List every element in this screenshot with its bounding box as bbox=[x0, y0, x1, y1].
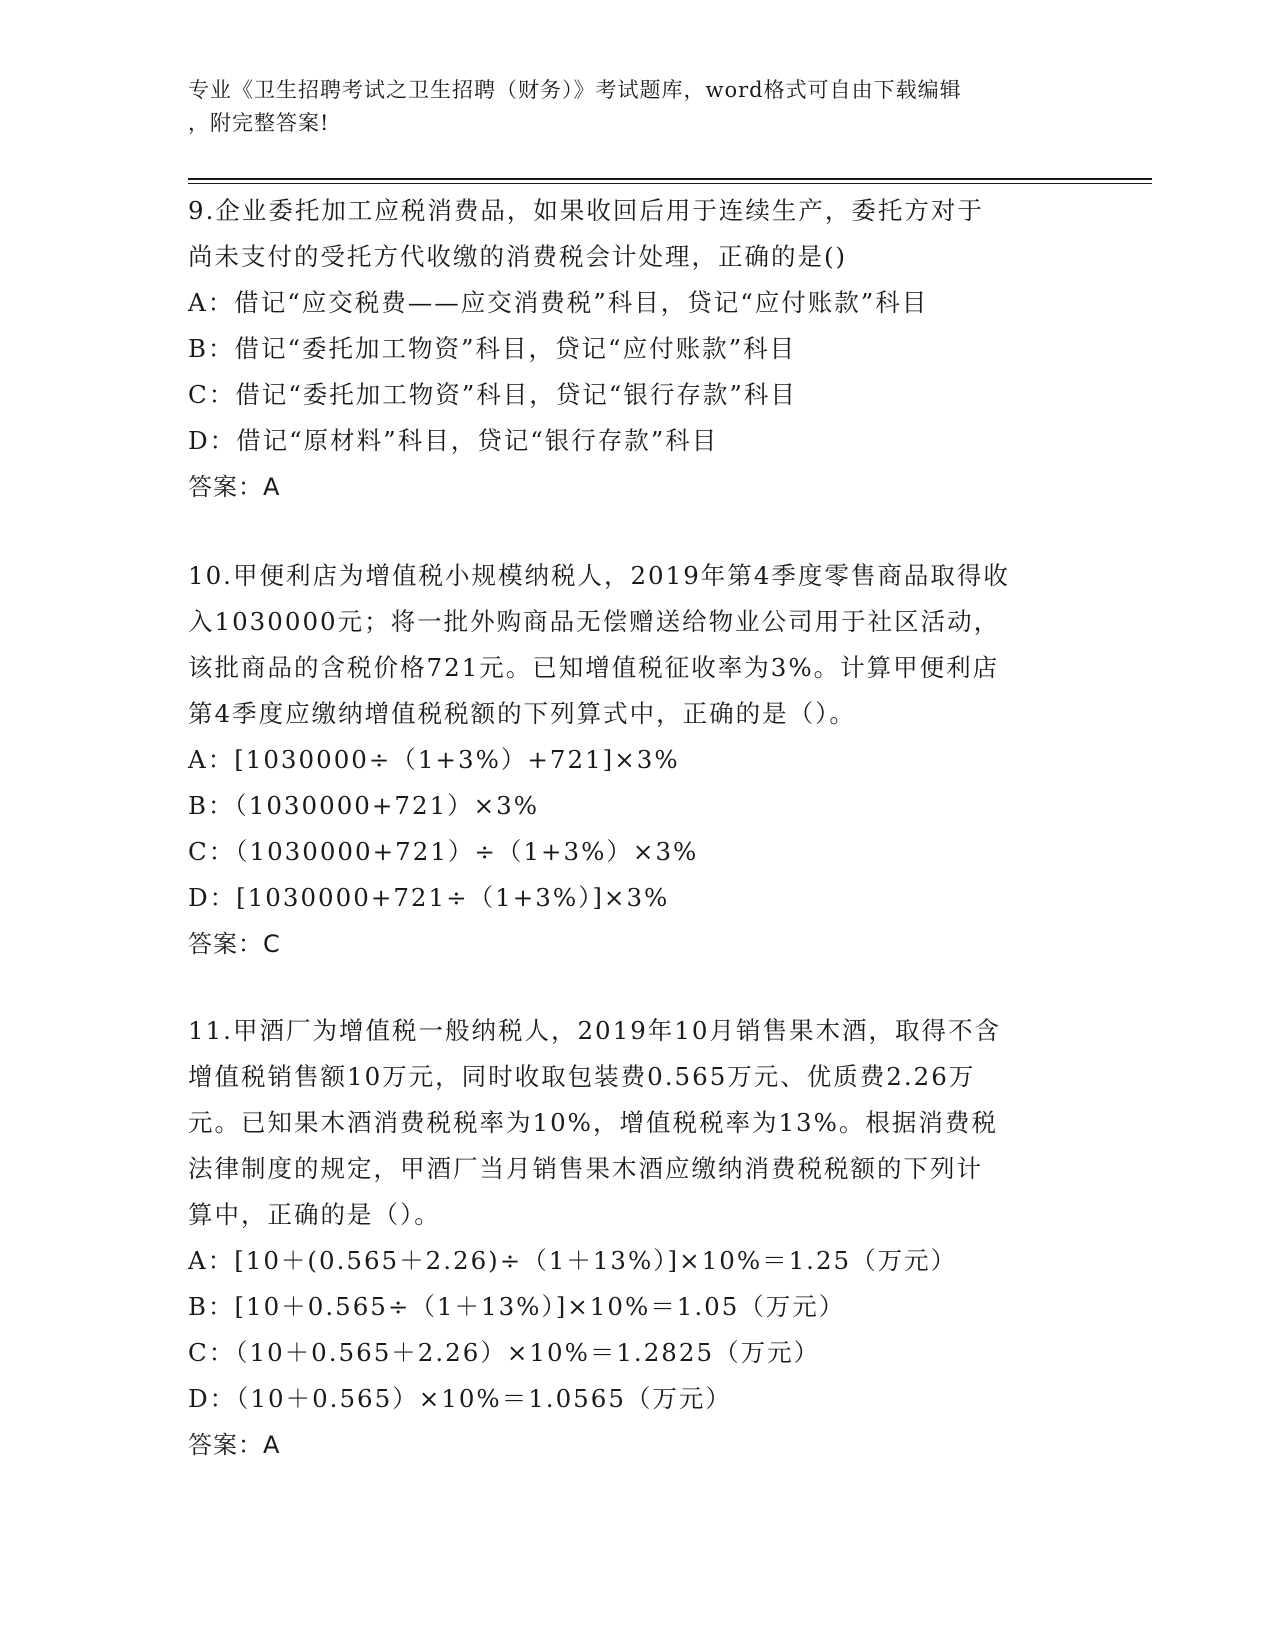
option-a: A：[10＋(0.565＋2.26)÷（1＋13%）]×10%＝1.25（万元） bbox=[188, 1246, 958, 1275]
option-d: D：借记“原材料”科目，贷记“银行存款”科目 bbox=[188, 426, 719, 455]
header-line-2: ，附完整答案! bbox=[188, 111, 330, 135]
header-line-1: 专业《卫生招聘考试之卫生招聘（财务）》考试题库，word格式可自由下载编辑 bbox=[188, 78, 962, 102]
question-stem-line: 该批商品的含税价格721元。已知增值税征收率为3%。计算甲便利店 bbox=[188, 653, 1000, 682]
question-stem-line: 算中，正确的是（）。 bbox=[188, 1200, 441, 1229]
option-b: B：（1030000+721）×3% bbox=[188, 791, 540, 820]
option-b: B：[10＋0.565÷（1＋13%）]×10%＝1.05（万元） bbox=[188, 1292, 846, 1321]
question-stem-line: 入1030000元；将一批外购商品无偿赠送给物业公司用于社区活动， bbox=[188, 607, 1001, 636]
question-stem-line: 10.甲便利店为增值税小规模纳税人，2019年第4季度零售商品取得收 bbox=[188, 561, 1010, 590]
question-9 bbox=[188, 188, 1088, 510]
option-c: C：借记“委托加工物资”科目，贷记“银行存款”科目 bbox=[188, 380, 797, 409]
option-a: A：[1030000÷（1+3%）+721]×3% bbox=[188, 745, 680, 774]
question-stem-line: 9.企业委托加工应税消费品，如果收回后用于连续生产，委托方对于 bbox=[188, 196, 984, 225]
option-c: C：（1030000+721）÷（1+3%）×3% bbox=[188, 837, 699, 866]
question-10 bbox=[188, 553, 1088, 967]
question-stem-line: 元。已知果木酒消费税税率为10%，增值税税率为13%。根据消费税 bbox=[188, 1108, 998, 1137]
document-header bbox=[188, 74, 1068, 140]
question-stem-line: 增值税销售额10万元，同时收取包装费0.565万元、优质费2.26万 bbox=[188, 1062, 976, 1091]
answer-label: 答案：A bbox=[188, 1431, 281, 1459]
question-stem-line: 尚未支付的受托方代收缴的消费税会计处理，正确的是() bbox=[188, 242, 848, 271]
question-11 bbox=[188, 1008, 1088, 1468]
question-stem-line: 法律制度的规定，甲酒厂当月销售果木酒应缴纳消费税税额的下列计 bbox=[188, 1154, 983, 1183]
option-d: D：[1030000+721÷（1+3%）]×3% bbox=[188, 883, 670, 912]
header-divider-thick bbox=[188, 178, 1152, 180]
question-stem bbox=[188, 1008, 1088, 1238]
question-stem bbox=[188, 188, 1088, 280]
question-stem-line: 第4季度应缴纳增值税税额的下列算式中，正确的是（）。 bbox=[188, 699, 856, 728]
option-b: B：借记“委托加工物资”科目，贷记“应付账款”科目 bbox=[188, 334, 797, 363]
question-stem bbox=[188, 553, 1088, 737]
header-divider-thin bbox=[188, 183, 1152, 184]
option-d: D：（10＋0.565）×10%＝1.0565（万元） bbox=[188, 1384, 732, 1413]
option-c: C：（10＋0.565＋2.26）×10%＝1.2825（万元） bbox=[188, 1338, 821, 1367]
question-stem-line: 11.甲酒厂为增值税一般纳税人，2019年10月销售果木酒，取得不含 bbox=[188, 1016, 1001, 1045]
answer-label: 答案：C bbox=[188, 930, 281, 958]
answer-label: 答案：A bbox=[188, 473, 281, 501]
option-a: A：借记“应交税费——应交消费税”科目，贷记“应付账款”科目 bbox=[188, 288, 929, 317]
